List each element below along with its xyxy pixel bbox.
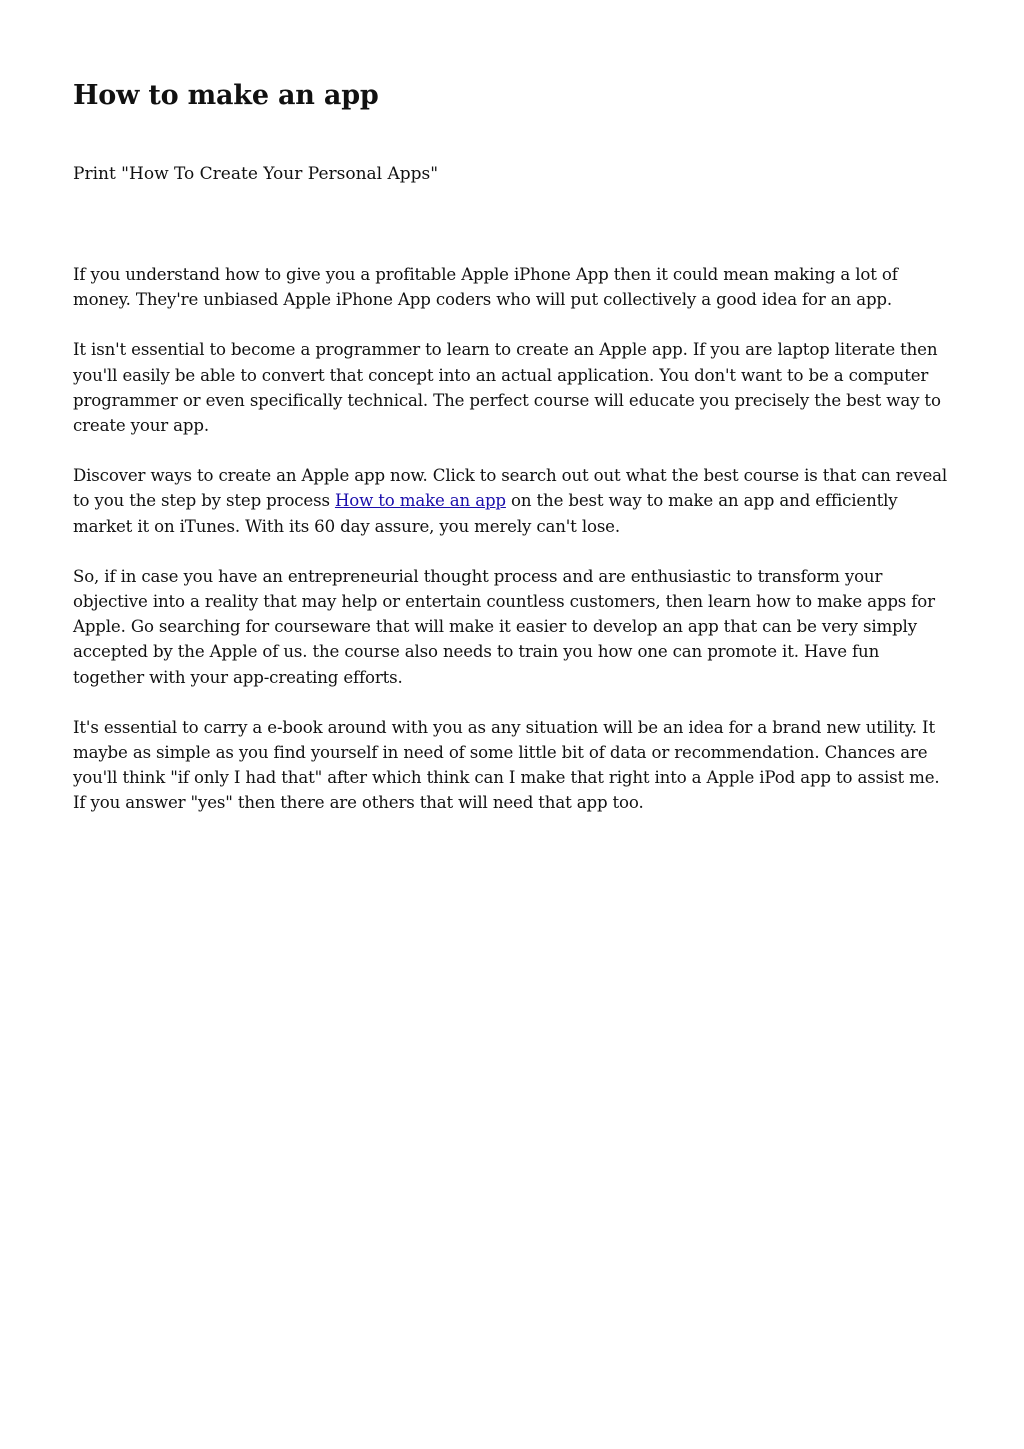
how-to-make-an-app-link[interactable]: How to make an app	[334, 491, 506, 511]
article-body	[73, 262, 951, 841]
paragraph-3	[73, 463, 951, 539]
paragraph-2: It isn't essential to become a programmer to learn to create an Apple app. If you are laptop literate then you'll easily be able to convert that concept into an actual application. You don't want to be a computer programmer or even specifically technical. The perfect course will educate you precisely the best way to create your app.	[73, 340, 941, 436]
page-title: How to make an app	[73, 80, 379, 111]
paragraph-5: It's essential to carry a e-book around with you as any situation will be an idea for a brand new utility. It maybe as simple as you find yourself in need of some little bit of data or recommendation. Chances are you'll think "if only I had that" after which think can I make that right into a Apple iPod app to assist me. If you answer "yes" then there are others that will need that app too.	[73, 717, 940, 813]
paragraph-4: So, if in case you have an entrepreneurial thought process and are enthusiastic to transform your objective into a reality that may help or entertain countless customers, then learn how to make apps for Apple. Go searching for courseware that will make it easier to develop an app that can be very simply accepted by the Apple of us. the course also needs to train you how one can promote it. Have fun together with your app-creating efforts.	[73, 566, 935, 687]
paragraph-1: If you understand how to give you a profitable Apple iPhone App then it could mean making a lot of money. They're unbiased Apple iPhone App coders who will put collectively a good idea for an app.	[73, 265, 898, 310]
paragraph-3-text-before: Discover ways to create an Apple app now. Click to search out out what the best course is that can reveal to you the step by step process	[73, 466, 948, 511]
subtitle: Print "How To Create Your Personal Apps"	[73, 164, 439, 184]
paragraph-3-text-after: on the best way to make an app and efficiently market it on iTunes. With its 60 day assure, you merely can't lose.	[73, 491, 898, 536]
